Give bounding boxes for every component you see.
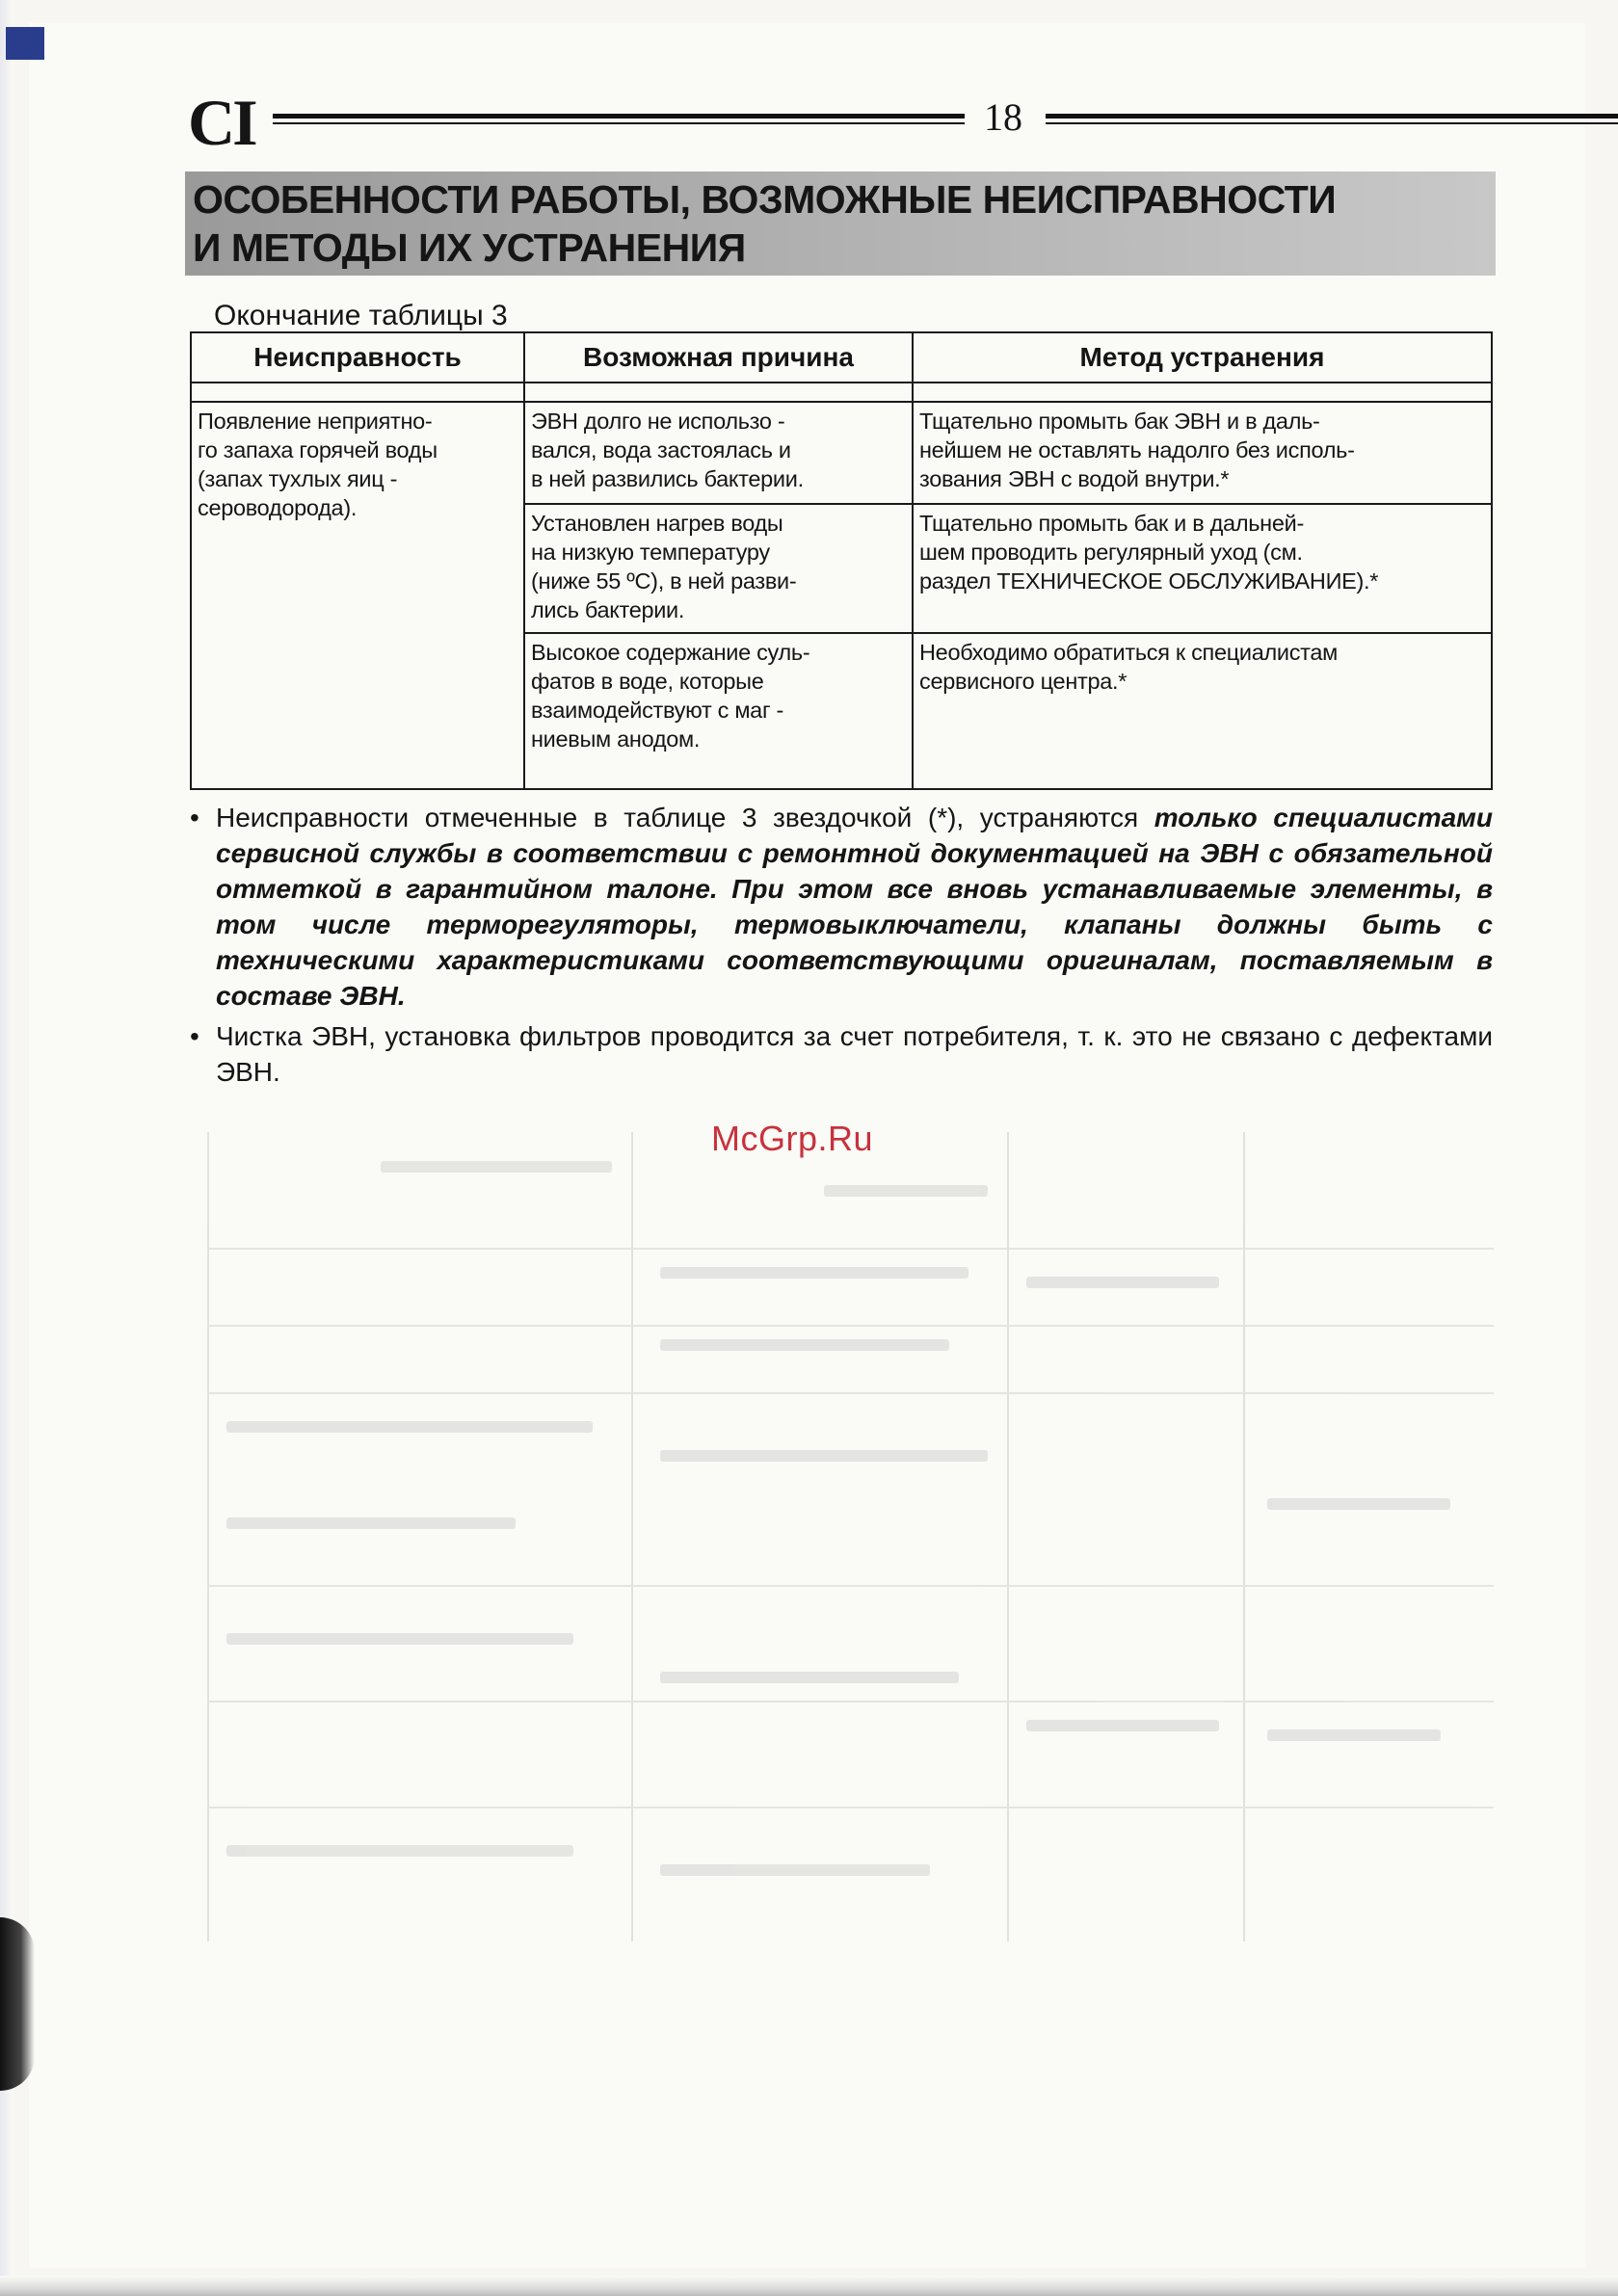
table-header-row [191,332,1492,383]
table-spacer-row [191,383,1492,402]
header-rule-left [273,114,965,124]
page-header [188,86,1494,159]
header-cause: Возможная причина [524,332,913,383]
header-fault: Неисправность [191,332,524,383]
brand-logo: CI [188,86,255,159]
scan-corner-mark [6,27,44,60]
cause-cell: Высокое содержание суль- фатов в воде, которые взаимодействуют с маг - ниевым анодом. [524,633,913,789]
faults-table [190,331,1493,790]
remedy-cell: Тщательно промыть бак ЭВН и в даль- нейшем не оставлять надолго без исполь- зования ЭВН с водой внутри.* [913,402,1492,504]
note-emphasis: только специалистами сервисной службы в соответствии с ремонтной документацией на ЭВН с обязательной отметкой в гарантийном талоне. При этом все вновь устанавливаемые элементы, в том числе терморегуляторы, термовыключатели, клапаны должны быть с техническими характеристиками соответствующими оригиналам, поставляемым в составе ЭВН. [216,803,1494,1011]
table-row [191,402,1492,504]
note-item [190,800,1493,1014]
reverse-side-show-through [207,1132,1494,1941]
note-text: Неисправности отмеченные в таблице 3 звездочкой (*), устраняются [216,803,1154,832]
notes-list [190,800,1493,1090]
fault-cell: Появление неприятно- го запаха горячей воды (запах тухлых яиц - сероводорода). [191,402,524,789]
remedy-cell: Необходимо обратиться к специалистам сервисного центра.* [913,633,1492,789]
section-title-line2: И МЕТОДЫ ИХ УСТРАНЕНИЯ [193,225,746,270]
watermark-text: McGrp.Ru [711,1119,874,1158]
scan-binding-mark [0,1917,35,2091]
cause-cell: ЭВН долго не использо - вался, вода застоялась и в ней развились бактерии. [524,402,913,504]
note-item [190,1018,1493,1090]
bullet-icon: • [190,803,199,832]
section-title-line1: ОСОБЕННОСТИ РАБОТЫ, ВОЗМОЖНЫЕ НЕИСПРАВНОСТИ [193,177,1337,222]
remedy-cell: Тщательно промыть бак и в дальней- шем проводить регулярный уход (см. раздел ТЕХНИЧЕСКОЕ ОБСЛУЖИВАНИЕ).* [913,504,1492,633]
table-caption: Окончание таблицы 3 [214,300,508,331]
bullet-icon: • [190,1021,199,1051]
note-text: Чистка ЭВН, установка фильтров проводится за счет потребителя, т. к. это не связано с дефектами ЭВН. [216,1021,1493,1087]
header-rule-right [1046,114,1618,124]
cause-cell: Установлен нагрев воды на низкую температуру (ниже 55 ºС), в ней разви- лись бактерии. [524,504,913,633]
page-number: 18 [984,95,1022,139]
scan-bottom-edge [0,2276,1618,2296]
header-remedy: Метод устранения [913,332,1492,383]
